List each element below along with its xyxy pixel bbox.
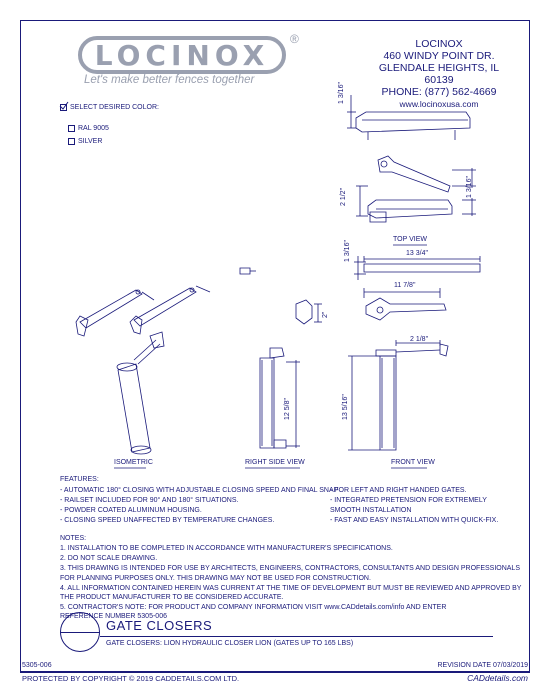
right-side-view-label: RIGHT SIDE VIEW <box>245 459 305 466</box>
logo-text: LOCINOX <box>94 38 270 72</box>
ral-9005-label: RAL 9005 <box>78 125 109 132</box>
dim-bracket: 2" <box>322 311 329 318</box>
note-2: 2. DO NOT SCALE DRAWING. <box>60 555 158 562</box>
note-3b: FOR PLANNING PURPOSES ONLY. THIS DRAWING MAY NOT BE USED FOR CONSTRUCTION. <box>60 575 371 582</box>
dim-side-height: 12 5/8" <box>284 398 291 420</box>
drawing-title: GATE CLOSERS <box>106 618 213 633</box>
note-5: 5. CONTRACTOR'S NOTE: FOR PRODUCT AND COMPANY INFORMATION VISIT www.CADdetails.com/info AND ENTER <box>60 604 447 611</box>
notes-title: NOTES: <box>60 535 87 542</box>
rail-view-long <box>354 256 480 280</box>
caddetails-brand[interactable]: CADdetails.com <box>467 673 528 683</box>
title-circle-line <box>60 632 100 633</box>
note-3: 3. THIS DRAWING IS INTENDED FOR USE BY ARCHITECTS, ENGINEERS, CONTRACTORS, CONSULTANTS AND DESIGN PROFESSIONALS <box>60 565 520 572</box>
registered-mark: ® <box>290 32 299 46</box>
note-5b: REFERENCE NUMBER 5305-006 <box>60 613 167 620</box>
features-title: FEATURES: <box>60 476 99 483</box>
logo-tagline: Let's make better fences together <box>84 74 255 86</box>
reference-number: 5305-006 <box>22 662 52 669</box>
feature-left-1: - AUTOMATIC 180° CLOSING WITH ADJUSTABLE CLOSING SPEED AND FINAL SNAP <box>60 487 339 494</box>
isometric-label: ISOMETRIC <box>114 459 153 466</box>
company-name: LOCINOX <box>415 38 463 50</box>
title-rule <box>100 636 493 637</box>
feature-left-3: - POWDER COATED ALUMINUM HOUSING. <box>60 507 202 514</box>
feature-left-4: - CLOSING SPEED UNAFFECTED BY TEMPERATURE CHANGES. <box>60 517 275 524</box>
drawing-subtitle: GATE CLOSERS: LION HYDRAULIC CLOSER LION (GATES UP TO 165 LBS) <box>106 640 354 647</box>
dim-rail-height: 1 3/16" <box>344 240 351 262</box>
company-website[interactable]: www.locinoxusa.com <box>399 99 479 109</box>
note-4: 4. ALL INFORMATION CONTAINED HEREIN WAS CURRENT AT THE TIME OF DEVELOPMENT BUT MUST BE REVIEWED AND APPROVED BY <box>60 585 522 592</box>
isometric-rails <box>76 286 210 336</box>
footer-rule <box>20 672 530 673</box>
dim-front-arm: 2 1/8" <box>410 336 429 343</box>
note-4b: THE PRODUCT MANUFACTURER TO BE CONSIDERED ACCURATE. <box>60 594 284 601</box>
feature-right-2: - INTEGRATED PRETENSION FOR EXTREMELY <box>330 497 487 504</box>
isometric-closer <box>117 332 164 454</box>
company-city: GLENDALE HEIGHTS, IL 60139 <box>378 62 500 86</box>
feature-right-3: SMOOTH INSTALLATION <box>330 507 412 514</box>
closer-elevation-top <box>347 95 470 140</box>
bracket-detail <box>240 268 322 324</box>
company-phone: PHONE: (877) 562-4669 <box>381 86 497 98</box>
feature-left-2: - RAILSET INCLUDED FOR 90° AND 180° SITUATIONS. <box>60 497 239 504</box>
arm-view <box>364 288 446 320</box>
dim-depth: 2 1/2" <box>340 187 347 206</box>
front-view-label: FRONT VIEW <box>391 459 435 466</box>
right-side-closer <box>260 348 300 448</box>
feature-right-1: - FOR LEFT AND RIGHT HANDED GATES. <box>330 487 467 494</box>
copyright-text: PROTECTED BY COPYRIGHT © 2019 CADDETAILS.COM LTD. <box>22 674 240 683</box>
note-1: 1. INSTALLATION TO BE COMPLETED IN ACCORDANCE WITH MANUFACTURER'S SPECIFICATIONS. <box>60 545 393 552</box>
revision-date: REVISION DATE 07/03/2019 <box>437 662 528 669</box>
closer-top-view <box>356 186 476 222</box>
silver-label: SILVER <box>78 138 103 145</box>
dim-height-top: 1 3/16" <box>338 82 345 104</box>
dim-front-height: 13 5/16" <box>342 394 349 420</box>
front-closer <box>348 340 448 450</box>
company-street: 460 WINDY POINT DR. <box>383 50 495 62</box>
closer-angled-view <box>378 156 476 192</box>
feature-right-4: - FAST AND EASY INSTALLATION WITH QUICK-FIX. <box>330 517 499 524</box>
top-view-label: TOP VIEW <box>393 236 427 243</box>
dim-arm-length: 11 7/8" <box>394 282 416 289</box>
dim-arm-height: 1 3/16" <box>466 176 473 198</box>
select-color-label: SELECT DESIRED COLOR: <box>70 104 159 111</box>
dim-rail-length: 13 3/4" <box>406 250 428 257</box>
